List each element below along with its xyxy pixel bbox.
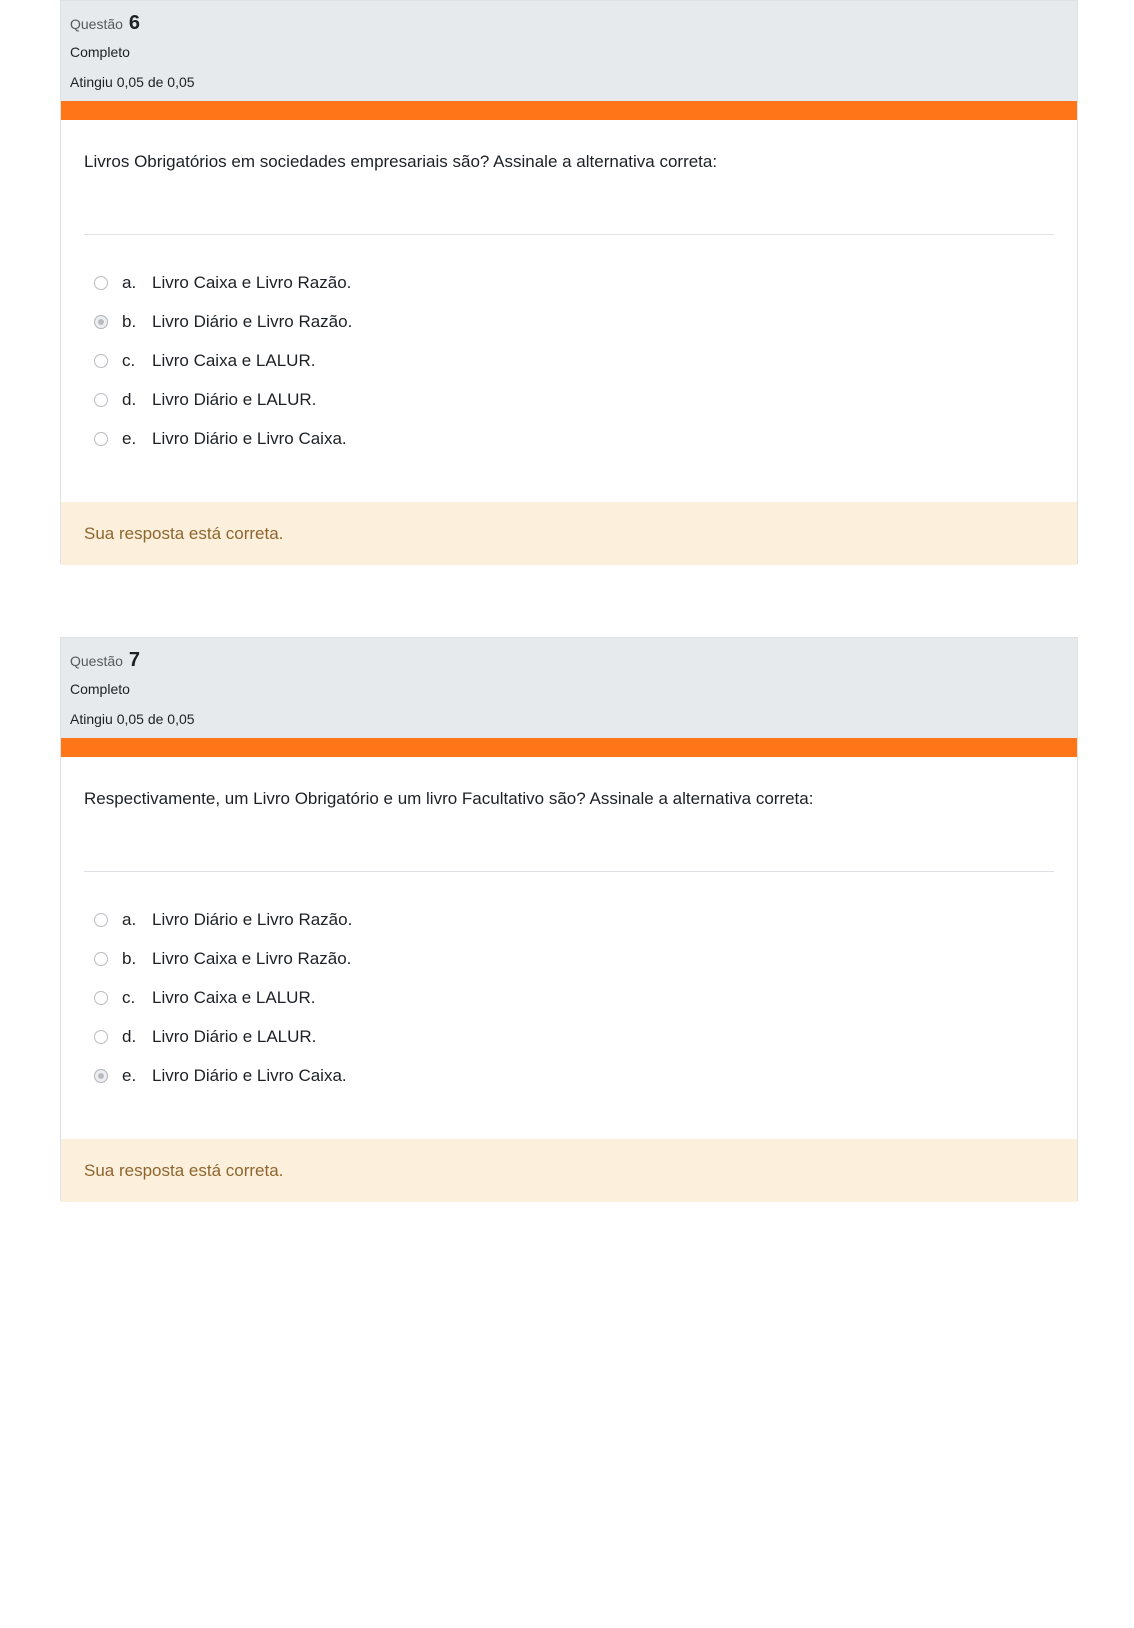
answer-option-b[interactable] <box>94 302 1054 341</box>
answer-option-a[interactable] <box>94 263 1054 302</box>
answer-letter: e. <box>122 428 137 448</box>
question-content <box>61 757 1077 1139</box>
accent-bar <box>61 738 1077 757</box>
answer-letter: c. <box>122 350 136 370</box>
answer-list <box>84 263 1054 458</box>
answer-text: Livro Diário e Livro Caixa. <box>152 1065 347 1085</box>
question-card-7 <box>60 637 1078 1201</box>
question-text: Respectivamente, um Livro Obrigatório e um livro Facultativo são? Assinale a alternativa correta: <box>84 789 814 808</box>
answer-letter: d. <box>122 1026 137 1046</box>
question-content <box>61 120 1077 502</box>
question-info <box>61 1 1077 101</box>
answer-text: Livro Caixa e Livro Razão. <box>152 948 352 968</box>
accent-bar <box>61 101 1077 120</box>
answer-letter: c. <box>122 987 136 1007</box>
question-number-value: 7 <box>128 649 140 671</box>
answer-text: Livro Diário e Livro Razão. <box>152 311 353 331</box>
answer-option-e[interactable] <box>94 1056 1054 1095</box>
question-label: Questão <box>70 16 123 32</box>
question-card-6 <box>60 0 1078 564</box>
radio-button[interactable] <box>94 913 108 927</box>
answer-text: Livro Caixa e Livro Razão. <box>152 272 352 292</box>
feedback-message: Sua resposta está correta. <box>61 1139 1077 1202</box>
radio-button-selected[interactable] <box>94 1069 108 1083</box>
question-number <box>70 11 1068 37</box>
answer-text: Livro Diário e LALUR. <box>152 389 317 409</box>
radio-button[interactable] <box>94 354 108 368</box>
divider <box>84 234 1054 235</box>
radio-button[interactable] <box>94 1030 108 1044</box>
answer-letter: b. <box>122 948 137 968</box>
feedback-message: Sua resposta está correta. <box>61 502 1077 565</box>
answer-option-e[interactable] <box>94 419 1054 458</box>
answer-text: Livro Diário e Livro Caixa. <box>152 428 347 448</box>
answer-list <box>84 900 1054 1095</box>
answer-option-c[interactable] <box>94 341 1054 380</box>
question-number <box>70 648 1068 674</box>
answer-letter: a. <box>122 909 137 929</box>
radio-button-selected[interactable] <box>94 315 108 329</box>
radio-button[interactable] <box>94 393 108 407</box>
answer-option-c[interactable] <box>94 978 1054 1017</box>
question-state: Completo <box>70 681 130 697</box>
answer-letter: b. <box>122 311 137 331</box>
question-text: Livros Obrigatórios em sociedades empresariais são? Assinale a alternativa correta: <box>84 152 718 171</box>
question-state: Completo <box>70 44 130 60</box>
question-label: Questão <box>70 653 123 669</box>
answer-letter: e. <box>122 1065 137 1085</box>
answer-text: Livro Diário e LALUR. <box>152 1026 317 1046</box>
answer-letter: a. <box>122 272 137 292</box>
answer-text: Livro Diário e Livro Razão. <box>152 909 353 929</box>
divider <box>84 871 1054 872</box>
answer-option-a[interactable] <box>94 900 1054 939</box>
radio-button[interactable] <box>94 991 108 1005</box>
answer-option-d[interactable] <box>94 1017 1054 1056</box>
radio-button[interactable] <box>94 276 108 290</box>
radio-button[interactable] <box>94 432 108 446</box>
question-grade: Atingiu 0,05 de 0,05 <box>70 711 195 727</box>
answer-text: Livro Caixa e LALUR. <box>152 350 316 370</box>
answer-option-d[interactable] <box>94 380 1054 419</box>
answer-option-b[interactable] <box>94 939 1054 978</box>
answer-letter: d. <box>122 389 137 409</box>
answer-text: Livro Caixa e LALUR. <box>152 987 316 1007</box>
radio-button[interactable] <box>94 952 108 966</box>
question-info <box>61 638 1077 738</box>
question-number-value: 6 <box>128 12 140 34</box>
question-grade: Atingiu 0,05 de 0,05 <box>70 74 195 90</box>
